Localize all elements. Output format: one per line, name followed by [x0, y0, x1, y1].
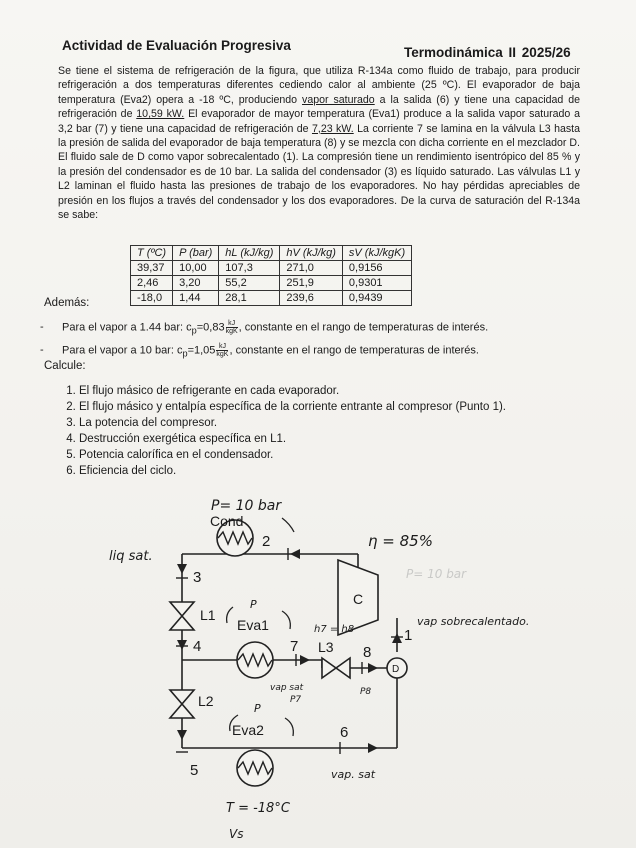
table-cell: 0,9439: [342, 291, 411, 306]
note-p-eva1: P: [250, 598, 257, 611]
bullet-value: =1,05: [187, 344, 216, 357]
table-cell: 0,9301: [342, 276, 411, 291]
note-p8: P8: [360, 687, 372, 697]
point-2: 2: [262, 533, 271, 550]
table-cell: 28,1: [219, 291, 280, 306]
valve-l3-shape: [322, 658, 350, 678]
table-cell: 271,0: [280, 261, 343, 276]
eva1-label: Eva1: [237, 617, 269, 633]
col-header: T (ºC): [131, 246, 173, 261]
course-year: 2025/26: [521, 45, 571, 60]
bullet-sub: p: [182, 348, 188, 359]
bullet-text: Para el vapor a 1.44 bar: c: [62, 321, 192, 334]
valve-l1-label: L1: [200, 607, 216, 623]
col-header: hL (kJ/kg): [219, 246, 280, 261]
unit-den: kgK: [225, 328, 238, 335]
intro-text-2: a la salida (6) y tiene una capacidad de refrigeración de: [58, 93, 581, 121]
question-item: 1. El flujo másico de refrigerante en cada evaporador.: [79, 383, 506, 399]
calcule-label: Calcule:: [44, 360, 86, 372]
table-cell: -18,0: [131, 291, 173, 306]
question-item: 2. El flujo másico y entalpía específica de la corriente entrante al compresor (Punto 1).: [79, 399, 506, 415]
col-header: hV (kJ/kg): [280, 246, 343, 261]
mixer-label: D: [392, 664, 400, 675]
note-p7: P7: [290, 695, 302, 705]
eva2-coil: [237, 750, 273, 786]
intro-underline-1: vapor saturado: [302, 93, 375, 106]
eva2-label: Eva2: [232, 722, 264, 738]
question-item: 6. Eficiencia del ciclo.: [79, 463, 506, 479]
question-item: 5. Potencia calorífica en el condensador.: [79, 447, 506, 463]
valve-l1-shape: [170, 602, 194, 630]
point-6: 6: [340, 724, 349, 741]
ademas-label: Además:: [44, 297, 90, 309]
intro-text-4: La corriente 7 se lamina en la válvula L3 hasta la presión de salida del evaporador de baja temperatura (8) y se mezcla con dicha corriente en el mezclador D. El fluido sale de D como vapor sobrecalentado (1). La compresión tiene un rendimiento isentrópico del 85 % y la presión del condensador es de 10 bar. La salida del condensador (3) es líquido saturado. Las válvulas L1 y L2 laminan el fluido hasta las presiones de trabajo de los evaporadores. No hay pérdidas apreciables de presión en los flujos a través del condensador y los dos evaporadores. De la curva de saturación del R-134a se sabe:: [58, 122, 581, 222]
table-cell: 39,37: [131, 261, 173, 276]
unit-num: kJ: [216, 343, 228, 351]
question-item: 4. Destrucción exergética específica en L1.: [79, 431, 506, 447]
note-eta: η = 85%: [368, 532, 433, 550]
note-liq-sat: liq sat.: [109, 549, 153, 564]
intro-text-1: Se tiene el sistema de refrigeración de la figura, que utiliza R-134a como fluido de trabajo, para producir refrigeración a dos temperaturas diferentes cediendo calor al ambiente (25 ºC). El evaporador de baja temperatura (Eva2) opera a -18 ºC, produciendo: [58, 65, 580, 106]
point-8: 8: [363, 644, 372, 661]
bullet-cp-high: - Para el vapor a 10 bar: $c_p=1,05$ $\frac{kJ}{\text{kgK}}$ , constante en el rango de temperaturas de interés.: [40, 343, 479, 359]
valve-l2-label: L2: [198, 693, 214, 709]
bullet-sub: p: [191, 325, 197, 336]
point-5: 5: [190, 762, 199, 779]
course-name: Termodinámica II: [404, 45, 517, 60]
note-h7-h8: h7 = h8: [314, 624, 355, 635]
note-p-eva2: P: [254, 702, 261, 715]
bullet-cp-low: - Para el vapor a 1.44 bar: $c_p=0,83$ $\frac{kJ}{\text{kgK}}$ , constante en el rango de temperaturas de interés.: [40, 320, 489, 336]
intro-underline-3: 7,23 kW.: [311, 122, 354, 135]
point-1: 1: [404, 627, 413, 644]
table-cell: 0,9156: [342, 261, 411, 276]
valve-l2-shape: [170, 690, 194, 718]
note-p-faint: P= 10 bar: [406, 567, 467, 581]
table-cell: 107,3: [219, 261, 280, 276]
valve-l3-label: L3: [318, 639, 334, 655]
table-cell: 2,46: [131, 276, 173, 291]
note-vap-sobrecalentado: vap sobrecalentado.: [417, 615, 530, 628]
table-cell: 239,6: [280, 291, 343, 306]
intro-underline-2: 10,59 kW.: [136, 108, 185, 121]
table-cell: 3,20: [173, 276, 219, 291]
bullet-text: Para el vapor a 10 bar: c: [62, 344, 183, 357]
question-item: 3. La potencia del compresor.: [79, 415, 506, 431]
col-header: sV (kJ/kgK): [342, 246, 411, 261]
intro-text-3: El evaporador de mayor temperatura (Eva1) produce a la salida vapor saturado a 3,2 bar (7) y tiene una capacidad de refrigeración de: [58, 108, 581, 135]
table-cell: 10,00: [173, 261, 219, 276]
eva1-coil: [237, 642, 273, 678]
point-4: 4: [193, 638, 202, 655]
note-vap-sat-6: vap. sat: [331, 768, 376, 781]
note-vap-sat-7: vap sat: [270, 683, 304, 693]
bullet-value: =0,83: [196, 321, 225, 334]
note-t-eva2: T = -18°C: [226, 801, 290, 816]
unit-den: kgK: [216, 351, 229, 358]
table-cell: 251,9: [280, 276, 343, 291]
col-header: P (bar): [173, 246, 219, 261]
activity-title: Actividad de Evaluación Progresiva: [62, 38, 291, 53]
compressor-label: C: [353, 591, 364, 607]
note-p-cond: P= 10 bar: [211, 498, 282, 514]
point-3: 3: [193, 569, 202, 586]
bullet-text: , constante en el rango de temperaturas de interés.: [238, 321, 489, 334]
table-cell: 55,2: [219, 276, 280, 291]
bullet-text: , constante en el rango de temperaturas de interés.: [229, 344, 479, 357]
point-7: 7: [290, 638, 299, 655]
unit-num: kJ: [226, 320, 238, 328]
note-vs: Vs: [229, 827, 244, 841]
table-cell: 1,44: [173, 291, 219, 306]
cond-label: Cond: [210, 513, 244, 529]
